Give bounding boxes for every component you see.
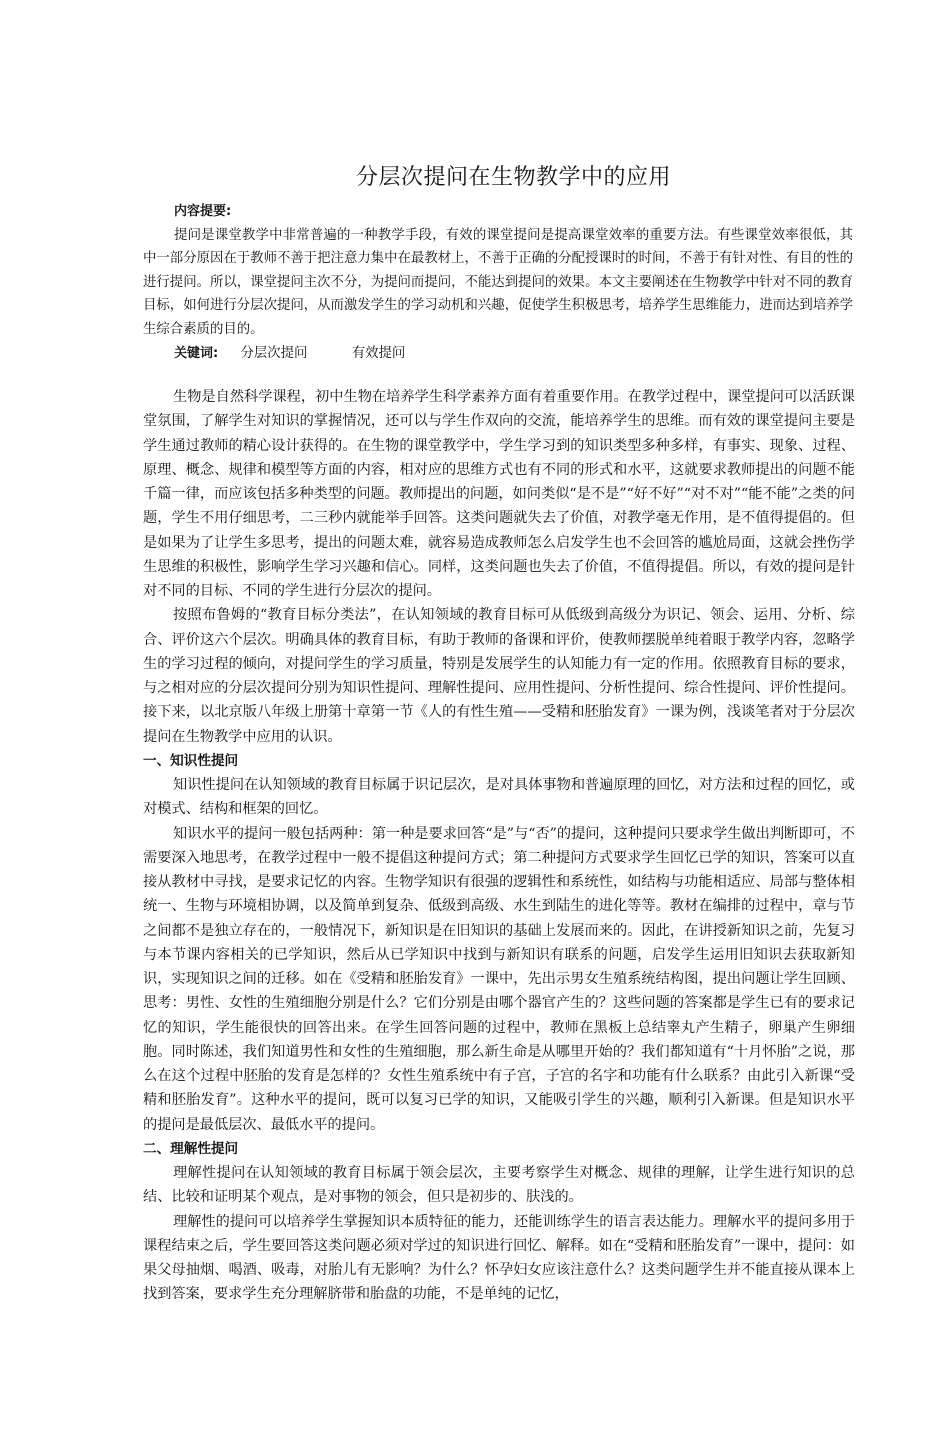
paragraph: 理解性提问在认知领域的教育目标属于领会层次，主要考察学生对概念、规律的理解，让学生进行知识的总结、比较和证明某个观点，是对事物的领会，但只是初步的、肤浅的。 [143, 1165, 855, 1206]
keywords-line [143, 342, 853, 366]
keyword-1: 分层次提问 [240, 345, 308, 361]
abstract-text: 提问是课堂教学中非常普遍的一种教学手段，有效的课堂提问是提高课堂效率的重要方法。有些课堂效率很低，其中一部分原因在于教师不善于把注意力集中在最教材上，不善于正确的分配授课时的时间，不善于有针对性、有目的性的进行提问。所以，课堂提问主次不分，为提问而提问，不能达到提问的效果。本文主要阐述在生物教学中针对不同的教育目标，如何进行分层次提问，从而激发学生的学习动机和兴趣，促使学生积极思考，培养学生思维能力，进而达到培养学生综合素质的目的。 [143, 227, 853, 337]
page-title: 分层次提问在生物教学中的应用 [356, 165, 672, 190]
paragraph: 生物是自然科学课程，初中生物在培养学生科学素养方面有着重要作用。在教学过程中，课堂提问可以活跃课堂氛围，了解学生对知识的掌握情况，还可以与学生作双向的交流，能培养学生的思维。而有效的课堂提问主要是学生通过教师的精心设计获得的。在生物的课堂教学中，学生学习到的知识类型多种多样，有事实、现象、过程、原理、概念、规律和模型等方面的内容，相对应的思维方式也有不同的形式和水平，这就要求教师提出的问题不能千篇一律，而应该包括多种类型的问题。教师提出的问题，如问类似“是不是”“好不好”“对不对”“能不能”之类的问题，学生不用仔细思考，二三秒内就能举手回答。这类问题就失去了价值，对教学毫无作用，是不值得提倡的。但是如果为了让学生多思考，提出的问题太难，就容易造成教师怎么启发学生也不会回答的尴尬局面，这就会挫伤学生思维的积极性，影响学生学习兴趣和信心。同样，这类问题也失去了价值，不值得提倡。所以，有效的提问是针对不同的目标、不同的学生进行分层次的提问。 [143, 389, 855, 599]
abstract-label: 内容提要: [174, 204, 232, 219]
paragraph: 知识水平的提问一般包括两种：第一种是要求回答“是”与“否”的提问，这种提问只要求学生做出判断即可，不需要深入地思考，在教学过程中一般不提倡这种提问方式；第二种提问方式要求学生回忆已学的知识，答案可以直接从教材中寻找，是要求记忆的内容。生物学知识有很强的逻辑性和系统性，如结构与功能相适应、局部与整体相统一、生物与环境相协调，以及简单到复杂、低级到高级、水生到陆生的进化等等。教材在编排的过程中，章与节之间都不是独立存在的，一般情况下，新知识是在旧知识的基础上发展而来的。因此，在讲授新知识之前，先复习与本节课内容相关的已学知识，然后从已学知识中找到与新知识有联系的问题，启发学生运用旧知识去获取新知识，实现知识之间的迁移。如在《受精和胚胎发育》一课中，先出示男女生殖系统结构图，提出问题让学生回顾、思考：男性、女性的生殖细胞分别是什么？它们分别是由哪个器官产生的？这些问题的答案都是学生已有的要求记忆的知识，学生能很快的回答出来。在学生回答问题的过程中，教师在黑板上总结睾丸产生精子，卵巢产生卵细胞。同时陈述，我们知道男性和女性的生殖细胞，那么新生命是从哪里开始的？我们都知道有“十月怀胎”之说，那么在这个过程中胚胎的发育是怎样的？女性生殖系统中有子宫，子宫的名字和功能有什么联系？由此引入新课“受精和胚胎发育”。这种水平的提问，既可以复习已学的知识，又能吸引学生的兴趣，顺利引入新课。但是知识水平的提问是最低层次、最低水平的提问。 [143, 825, 855, 1133]
abstract-section [143, 200, 853, 365]
section-heading: 二、理解性提问 [143, 1140, 239, 1157]
paragraph: 理解性的提问可以培养学生掌握知识本质特征的能力，还能训练学生的语言表达能力。理解水平的提问多用于课程结束之后，学生要回答这类问题必须对学过的知识进行回忆、解释。如在“受精和胚胎发育”一课中，提问：如果父母抽烟、喝酒、吸毒，对胎儿有无影响？为什么？怀孕妇女应该注意什么？这类问题学生并不能直接从课本上找到答案，要求学生充分理解脐带和胎盘的功能，不是单纯的记忆， [143, 1213, 855, 1303]
paragraph: 按照布鲁姆的“教育目标分类法”，在认知领域的教育目标可从低级到高级分为识记、领会、运用、分析、综合、评价这六个层次。明确具体的教育目标，有助于教师的备课和评价，使教师摆脱单纯着眼于教学内容，忽略学生的学习过程的倾向，对提问学生的学习质量，特别是发展学生的认知能力有一定的作用。依照教育目标的要求，与之相对应的分层次提问分别为知识性提问、理解性提问、应用性提问、分析性提问、综合性提问、评价性提问。接下来，以北京版八年级上册第十章第一节《人的有性生殖——受精和胚胎发育》一课为例，浅谈笔者对于分层次提问在生物教学中应用的认识。 [143, 607, 855, 745]
body-text [143, 385, 855, 1307]
keyword-2: 有效提问 [351, 345, 406, 361]
paragraph: 知识性提问在认知领域的教育目标属于识记层次，是对具体事物和普遍原理的回忆，对方法和过程的回忆，或对模式、结构和框架的回忆。 [143, 777, 855, 818]
section-heading: 一、知识性提问 [143, 752, 239, 769]
keywords-label: 关键词: [174, 345, 219, 361]
